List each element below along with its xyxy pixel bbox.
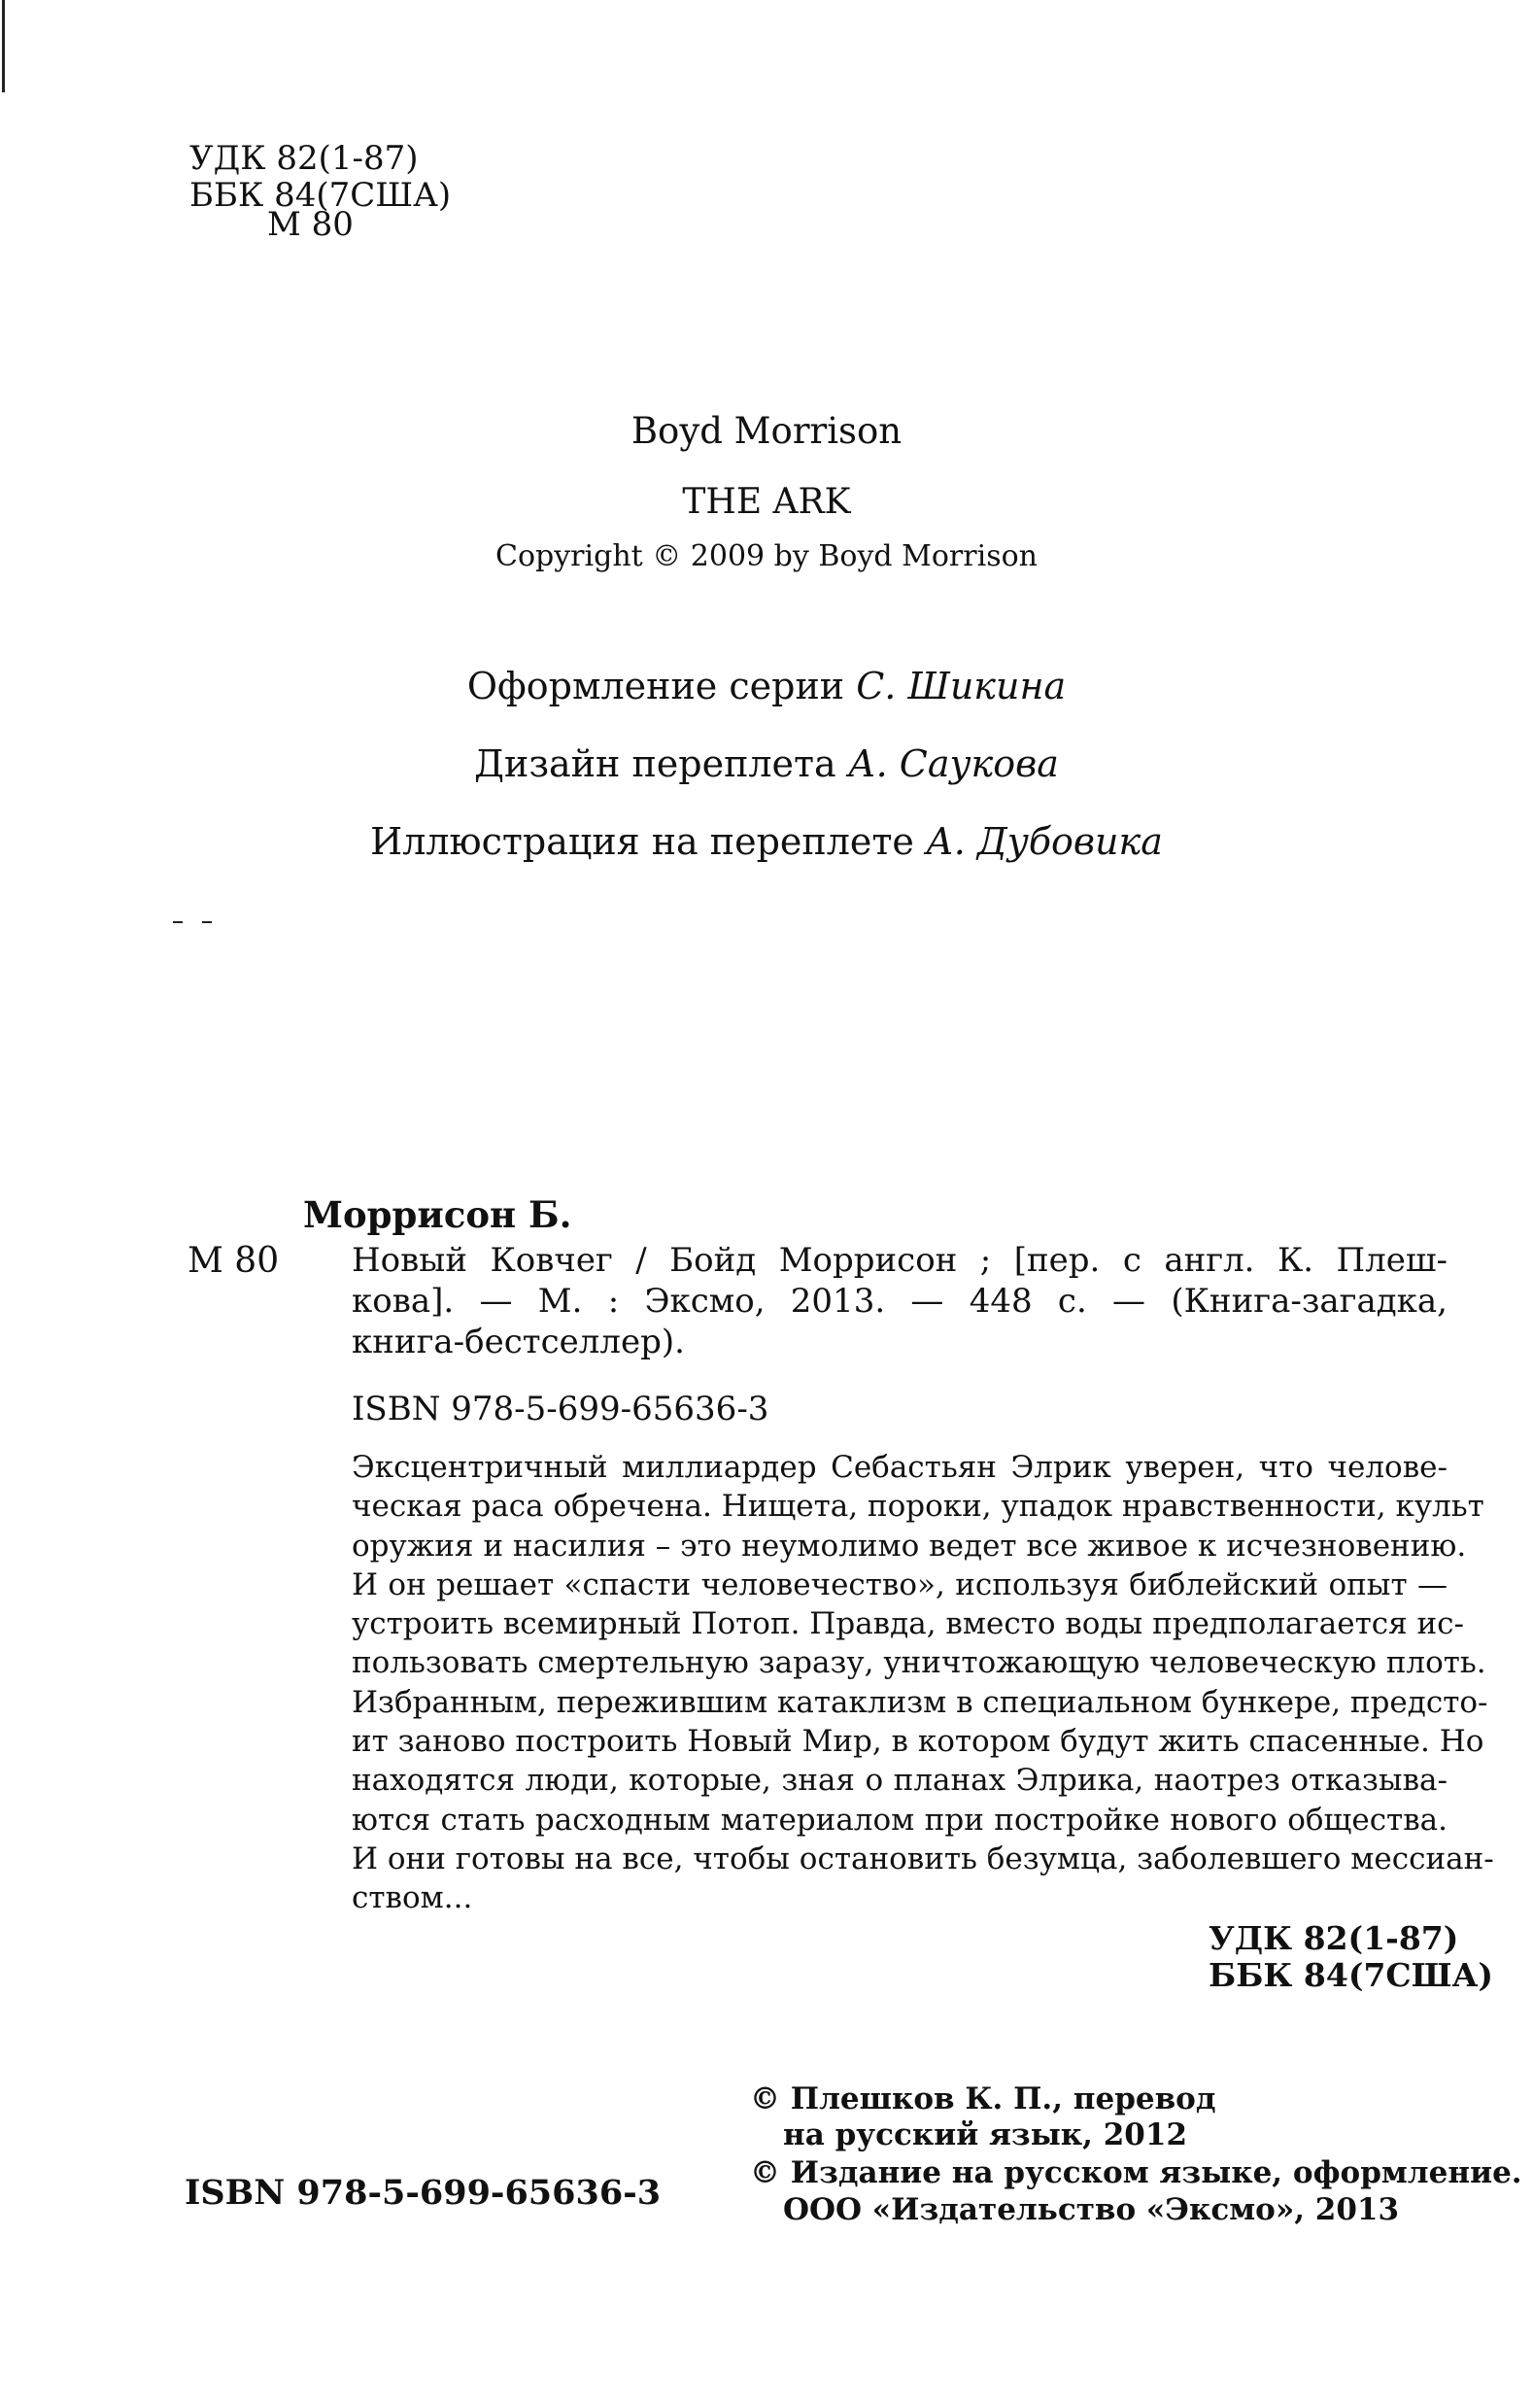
original-title: THE ARK	[682, 482, 851, 522]
annotation-line: Избранным, пережившим катаклизм в специальном бункере, предсто-	[352, 1684, 1488, 1720]
bottom-udk-code: УДК 82(1-87)	[1209, 1919, 1459, 1957]
credit-label: Иллюстрация на переплете	[370, 820, 914, 863]
annotation-line: ит заново построить Новый Мир, в котором будут жить спасенные. Но	[352, 1724, 1484, 1760]
copyright-translation-year: на русский язык, 2012	[783, 2117, 1188, 2152]
bottom-bbk-code: ББК 84(7США)	[1209, 1956, 1494, 1994]
annotation-paragraph	[352, 1448, 1494, 1918]
catalog-author-mark: М 80	[187, 1241, 280, 1281]
top-udk-code: УДК 82(1-87)	[189, 139, 419, 178]
credit-label: Оформление серии	[466, 665, 845, 707]
credit-label: Дизайн переплета	[474, 742, 836, 785]
top-author-mark: М 80	[267, 205, 354, 244]
catalog-description	[352, 1240, 1448, 1362]
credit-binding-illustration	[0, 820, 1533, 863]
credit-series-design	[0, 665, 1533, 707]
credit-binding-design	[0, 742, 1533, 785]
scan-edge-mark	[2, 0, 5, 92]
copyright-publisher: ООО «Издательство «Эксмо», 2013	[783, 2192, 1400, 2227]
top-bbk-code: ББК 84(7США)	[189, 176, 452, 215]
original-author: Boyd Morrison	[630, 410, 903, 452]
annotation-line: ются стать расходным материалом при постройке нового общества.	[352, 1802, 1448, 1838]
bottom-isbn: ISBN 978-5-699-65636-3	[185, 2173, 662, 2213]
original-copyright: Copyright © 2009 by Boyd Morrison	[495, 539, 1038, 573]
catalog-heading: Моррисон Б.	[303, 1193, 572, 1236]
annotation-line: Эксцентричный миллиардер Себастьян Элрик уверен, что челове-	[352, 1450, 1448, 1485]
scan-dash-mark	[202, 921, 212, 923]
catalog-desc-line: кова]. — М. : Эксмо, 2013. — 448 с. — (Книга-загадка,	[352, 1282, 1448, 1321]
annotation-line: ством...	[352, 1880, 473, 1916]
catalog-desc-line: Новый Ковчег / Бойд Моррисон ; [пер. с англ. К. Плеш-	[352, 1241, 1448, 1280]
annotation-line: И они готовы на все, чтобы остановить безумца, заболевшего мессиан-	[352, 1840, 1494, 1876]
catalog-desc-line: книга-бестселлер).	[352, 1323, 685, 1361]
credit-person: С. Шикина	[856, 665, 1067, 707]
annotation-line: находятся люди, которые, зная о планах Элрика, наотрез отказыва-	[352, 1763, 1448, 1799]
credit-person: А. Дубовика	[925, 820, 1163, 863]
copyright-edition: © Издание на русском языке, оформление.	[750, 2155, 1522, 2190]
copyright-translation: © Плешков К. П., перевод	[750, 2081, 1216, 2116]
annotation-line: И он решает «спасти человечество», используя библейский опыт —	[352, 1566, 1448, 1602]
credit-person: А. Саукова	[847, 742, 1059, 785]
scan-dash-mark	[173, 921, 183, 923]
annotation-line: оружия и насилия – это неумолимо ведет все живое к исчезновению.	[352, 1528, 1467, 1564]
annotation-line: пользовать смертельную заразу, уничтожающую человеческую плоть.	[352, 1645, 1486, 1681]
annotation-line: устроить всемирный Потоп. Правда, вместо воды предполагается ис-	[352, 1606, 1465, 1642]
catalog-isbn: ISBN 978-5-699-65636-3	[352, 1390, 769, 1428]
annotation-line: ческая раса обречена. Нищета, пороки, упадок нравственности, культ	[352, 1489, 1484, 1525]
